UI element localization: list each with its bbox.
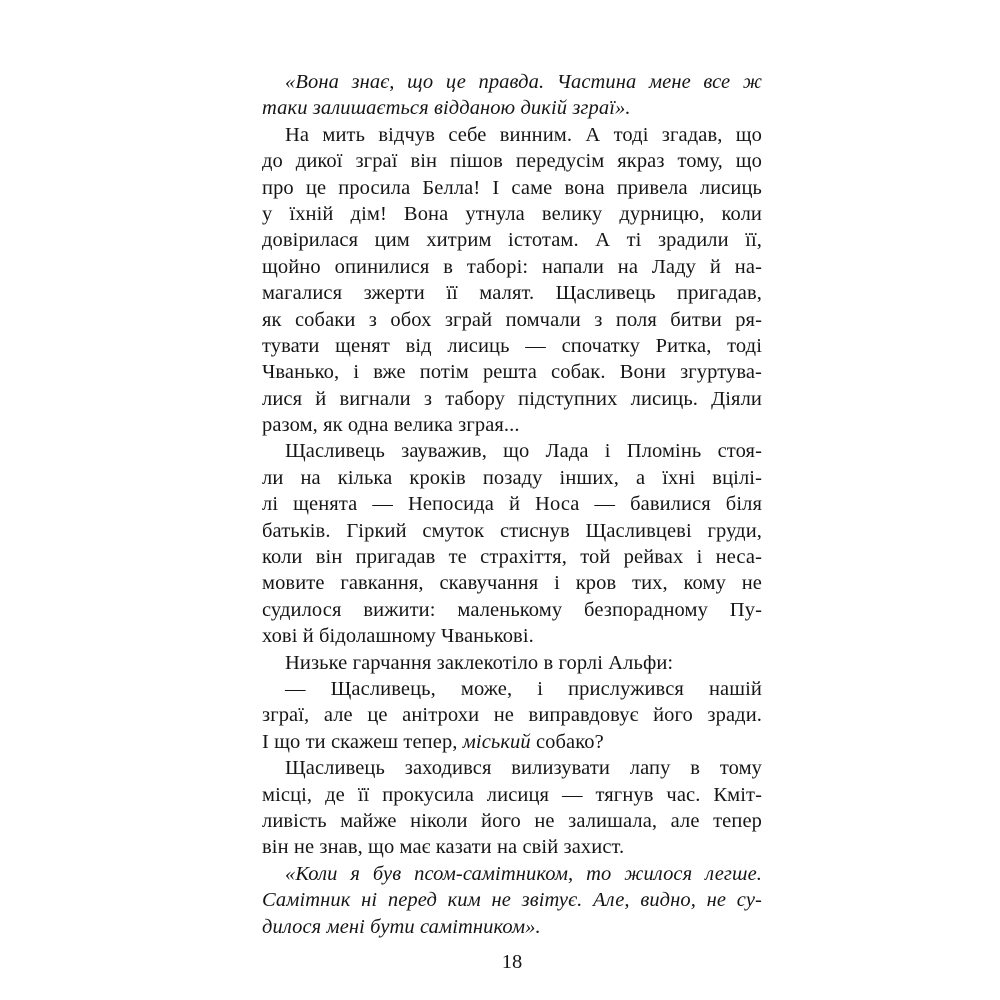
text-line <box>262 412 762 438</box>
text-segment: Щасливець зауважив, що Лада і Пломінь стоя- <box>285 440 762 463</box>
text-segment: до дикої зграї він пішов передусім якраз тому, що <box>262 150 762 173</box>
text-segment: хові й бідолашному Чванькові. <box>262 625 534 648</box>
page-number: 18 <box>501 950 523 973</box>
text-line <box>262 333 762 359</box>
text-line <box>262 148 762 174</box>
text-block <box>262 69 762 975</box>
text-line <box>262 623 762 649</box>
text-segment: лі щенята — Непосида й Носа — бавилися біля <box>262 493 762 516</box>
text-segment: щойно опинилися в таборі: напали на Ладу й на- <box>262 255 762 278</box>
text-segment: Самітник ні перед ким не звітує. Але, видно, не су- <box>262 889 762 912</box>
text-line <box>262 201 762 227</box>
text-segment: про це просила Белла! І саме вона привела лисиць <box>262 176 762 199</box>
text-line <box>262 227 762 253</box>
text-line <box>262 491 762 517</box>
text-line <box>262 465 762 491</box>
text-segment: довірилася цим хитрим істотам. А ті зрадили її, <box>262 229 762 252</box>
text-segment: собако? <box>530 730 604 753</box>
text-line <box>262 280 762 306</box>
text-line <box>262 122 762 148</box>
text-segment: батьків. Гіркий смуток стиснув Щасливцеві груди, <box>262 519 762 542</box>
text-line <box>262 359 762 385</box>
text-segment: Щасливець заходився вилизувати лапу в тому <box>285 757 762 780</box>
text-segment: На мить відчув себе винним. А тоді згадав, що <box>285 123 762 146</box>
text-line <box>262 95 762 121</box>
text-segment: ли на кілька кроків позаду інших, а їхні вцілі- <box>262 466 762 489</box>
text-line <box>262 676 762 702</box>
text-segment: коли він пригадав те страхіття, той рейвах і неса- <box>262 546 762 569</box>
text-segment: магалися зжерти її малят. Щасливець пригадав, <box>262 282 762 305</box>
text-segment: Чванько, і вже потім решта собак. Вони згуртува- <box>262 361 762 384</box>
text-line <box>262 755 762 781</box>
text-line <box>262 729 762 755</box>
text-line <box>262 650 762 676</box>
text-segment: лися й вигнали з табору підступних лисиць. Діяли <box>262 387 762 410</box>
text-line <box>262 914 762 940</box>
text-line <box>262 69 762 95</box>
text-line <box>262 834 762 860</box>
text-segment: мовите гавкання, скавучання і кров тих, кому не <box>262 572 762 595</box>
text-line <box>262 597 762 623</box>
text-line <box>262 544 762 570</box>
text-segment: Низьке гарчання заклекотіло в горлі Альфи: <box>285 651 674 674</box>
text-line <box>262 307 762 333</box>
text-line <box>262 254 762 280</box>
text-segment: «Вона знає, що це правда. Частина мене все ж <box>285 71 762 93</box>
text-segment: ливість майже ніколи його не залишала, але тепер <box>262 809 762 832</box>
text-segment: І що ти скажеш тепер, <box>262 730 463 753</box>
text-segment: зграї, але це анітрохи не виправдовує його зради. <box>262 704 762 727</box>
text-segment: таки залишається відданою дикій зграї». <box>262 97 631 120</box>
text-line <box>262 518 762 544</box>
text-line <box>262 386 762 412</box>
text-segment: «Коли я був псом-самітником, то жилося легше. <box>285 862 762 885</box>
text-line <box>262 861 762 887</box>
text-segment: судилося вижити: маленькому безпорадному Пу- <box>262 598 762 621</box>
text-segment: він не знав, що має казати на свій захист. <box>262 836 625 859</box>
text-segment: місці, де її прокусила лисиця — тягнув час. Кміт- <box>262 783 762 806</box>
text-line <box>262 570 762 596</box>
text-line <box>262 702 762 728</box>
text-line <box>262 438 762 464</box>
text-segment: у їхній дім! Вона утнула велику дурницю, коли <box>262 202 762 225</box>
text-segment: як собаки з обох зграй помчали з поля битви ря- <box>262 308 762 331</box>
text-line <box>262 782 762 808</box>
text-segment: тувати щенят від лисиць — спочатку Ритка, тоді <box>262 334 762 357</box>
text-segment: разом, як одна велика зграя... <box>262 414 520 437</box>
text-line <box>262 175 762 201</box>
text-segment: — Щасливець, може, і прислужився нашій <box>285 677 762 700</box>
text-segment: міський <box>462 730 531 753</box>
text-segment: дилося мені бути самітником». <box>262 915 541 938</box>
text-line <box>262 808 762 834</box>
text-line <box>262 887 762 913</box>
